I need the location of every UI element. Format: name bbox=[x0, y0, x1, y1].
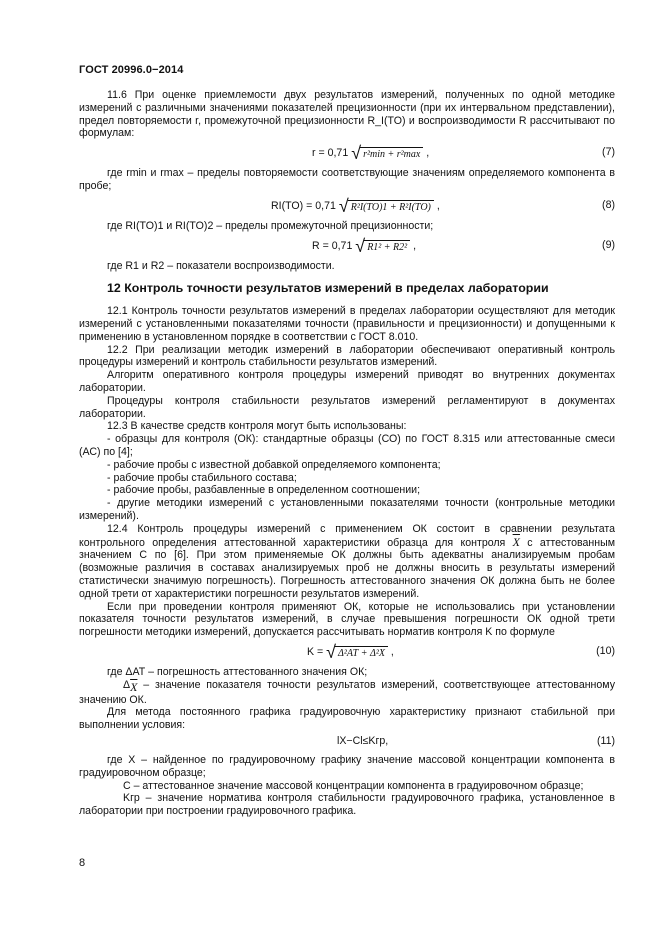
delta-x-symbol: $\Delta_{\overline{X}}$ bbox=[123, 678, 138, 694]
equation-9-lhs: R = 0,71 bbox=[312, 239, 353, 252]
sqrt-icon: √ bbox=[351, 143, 362, 164]
paragraph-x-def: где X – найденное по градуировочному графику значение массовой концентрации компонента в градуировочном образце; bbox=[79, 753, 615, 779]
equation-11-expr: lX−Cl≤Kгр, bbox=[337, 734, 389, 747]
paragraph-procedures: Процедуры контроля стабильности результатов измерений регламентируют в документах лаборатории. bbox=[79, 394, 615, 420]
paragraph-12-4: 12.4 Контроль процедуры измерений с применением ОК состоит в сравнении результата контрольного определения аттестованной характеристики образца для контроля $\overline{X}$ с аттестованным значением С по [6]. При этом применяемые ОК должны быть адекватны анализируемым пробам (возможные различия в составах анализируемых проб не должны вносить в результаты измерений статистически значимую погрешность). Погрешность аттестованного значения ОК должна быть не более одной трети от характеристики погрешности результатов измерений. bbox=[79, 522, 615, 600]
paragraph-ri-def: где RI(TO)1 и RI(TO)2 – пределы промежуточной прецизионности; bbox=[107, 219, 434, 232]
equation-11 bbox=[79, 732, 615, 754]
sqrt-icon: √ bbox=[355, 235, 366, 256]
paragraph-r12-def: где R1 и R2 – показатели воспроизводимости. bbox=[107, 259, 335, 272]
section-12-heading: 12 Контроль точности результатов измерений в пределах лаборатории bbox=[107, 281, 549, 296]
paragraph-graduation: Для метода постоянного графика градуировочную характеристику признают стабильной при выполнении условия: bbox=[79, 706, 615, 732]
list-item: - образцы для контроля (ОК): стандартные образцы (СО) по ГОСТ 8.315 или аттестованные смеси (АС) по [4]; bbox=[79, 433, 615, 458]
equation-10-tail: , bbox=[390, 645, 394, 658]
x-bar-symbol: $\overline{X}$ bbox=[512, 534, 520, 549]
equation-11-number: (11) bbox=[596, 734, 615, 747]
equation-8-lhs: RI(TO) = 0,71 bbox=[271, 199, 336, 212]
paragraph-12-3: 12.3 В качестве средств контроля могут быть использованы: bbox=[107, 420, 407, 433]
paragraph-if-control: Если при проведении контроля применяют ОК, которые не использовались при установлении показателя точности результатов измерений, в случае превышения погрешности ОК одной трети погрешности методики измерений, допускается рассчитывать норматив контроля K по формуле bbox=[79, 600, 615, 639]
equation-7 bbox=[79, 140, 615, 167]
list-item: - рабочие пробы с известной добавкой определяемого компонента; bbox=[107, 458, 441, 471]
equation-8-radicand: R²I(TO)1 + R²I(TO) bbox=[348, 200, 434, 215]
equation-9-radicand: R1² + R2² bbox=[364, 240, 410, 255]
sqrt-icon: √ bbox=[326, 641, 337, 662]
equation-7-tail: , bbox=[426, 146, 430, 159]
equation-10 bbox=[79, 639, 615, 666]
equation-8-tail: , bbox=[436, 199, 440, 212]
equation-10-lhs: K = bbox=[307, 645, 324, 658]
equation-7-number: (7) bbox=[602, 146, 615, 159]
paragraph-r-def: где rmin и rmax – пределы повторяемости соответствующие значениям определяемого компонента в пробе; bbox=[79, 167, 615, 192]
equation-9-tail: , bbox=[413, 239, 417, 252]
paragraph-k-def: Kгр – значение норматива контроля стабильности градуировочного графика, установленное в лаборатории при построении градуировочного графика. bbox=[79, 792, 615, 818]
sqrt-icon: √ bbox=[338, 195, 349, 216]
document-body bbox=[79, 89, 615, 818]
equation-9 bbox=[79, 233, 615, 260]
equation-7-radicand: r²min + r²max bbox=[360, 147, 423, 162]
list-item: - рабочие пробы, разбавленные в определенном соотношении; bbox=[107, 484, 421, 497]
document-header: ГОСТ 20996.0−2014 bbox=[79, 64, 184, 76]
page-number: 8 bbox=[79, 857, 86, 869]
paragraph-12-2: 12.2 При реализации методик измерений в лаборатории обеспечивают оперативный контроль процедуры измерений и контроль стабильности результатов измерений. bbox=[79, 343, 615, 369]
list-item: - другие методики измерений с установленными показателями точности (контрольные методики измерений). bbox=[79, 497, 615, 522]
paragraph-delta-at: где ΔАТ – погрешность аттестованного значения ОК; bbox=[107, 665, 368, 678]
paragraph-c-def: C – аттестованное значение массовой концентрации компонента в градуировочном образце; bbox=[123, 779, 584, 792]
equation-10-radicand: Δ²АТ + Δ²X bbox=[335, 646, 388, 661]
paragraph-algorithm: Алгоритм оперативного контроля процедуры измерений приводят во внутренних документах лаборатории. bbox=[79, 369, 615, 394]
equation-7-lhs: r = 0,71 bbox=[312, 146, 349, 159]
paragraph-12-1: 12.1 Контроль точности результатов измерений в пределах лаборатории осуществляют для методик измерений с установленными показателями точности (правильности и прецизионности) и допущенными к применению в установленном порядке в соответствии с ГОСТ 8.010. bbox=[79, 305, 615, 343]
equation-8 bbox=[79, 193, 615, 220]
equation-8-number: (8) bbox=[602, 198, 615, 211]
list-item: - рабочие пробы стабильного состава; bbox=[107, 471, 297, 484]
equation-9-number: (9) bbox=[602, 238, 615, 251]
paragraph-11-6: 11.6 При оценке приемлемости двух результатов измерений, полученных по одной методике измерений c различными значениями показателей прецизионности (при их интервальном представлении), предел повторяемости r, промежуточной прецизионности R_I(TO) и воспроизводимости R рассчитывают по формулам: bbox=[79, 89, 615, 140]
paragraph-delta-x: $\Delta_{\overline{X}}$ – значение показателя точности результатов измерений, соответствующее аттестованному значению ОК. bbox=[79, 678, 615, 706]
equation-10-number: (10) bbox=[596, 644, 615, 657]
